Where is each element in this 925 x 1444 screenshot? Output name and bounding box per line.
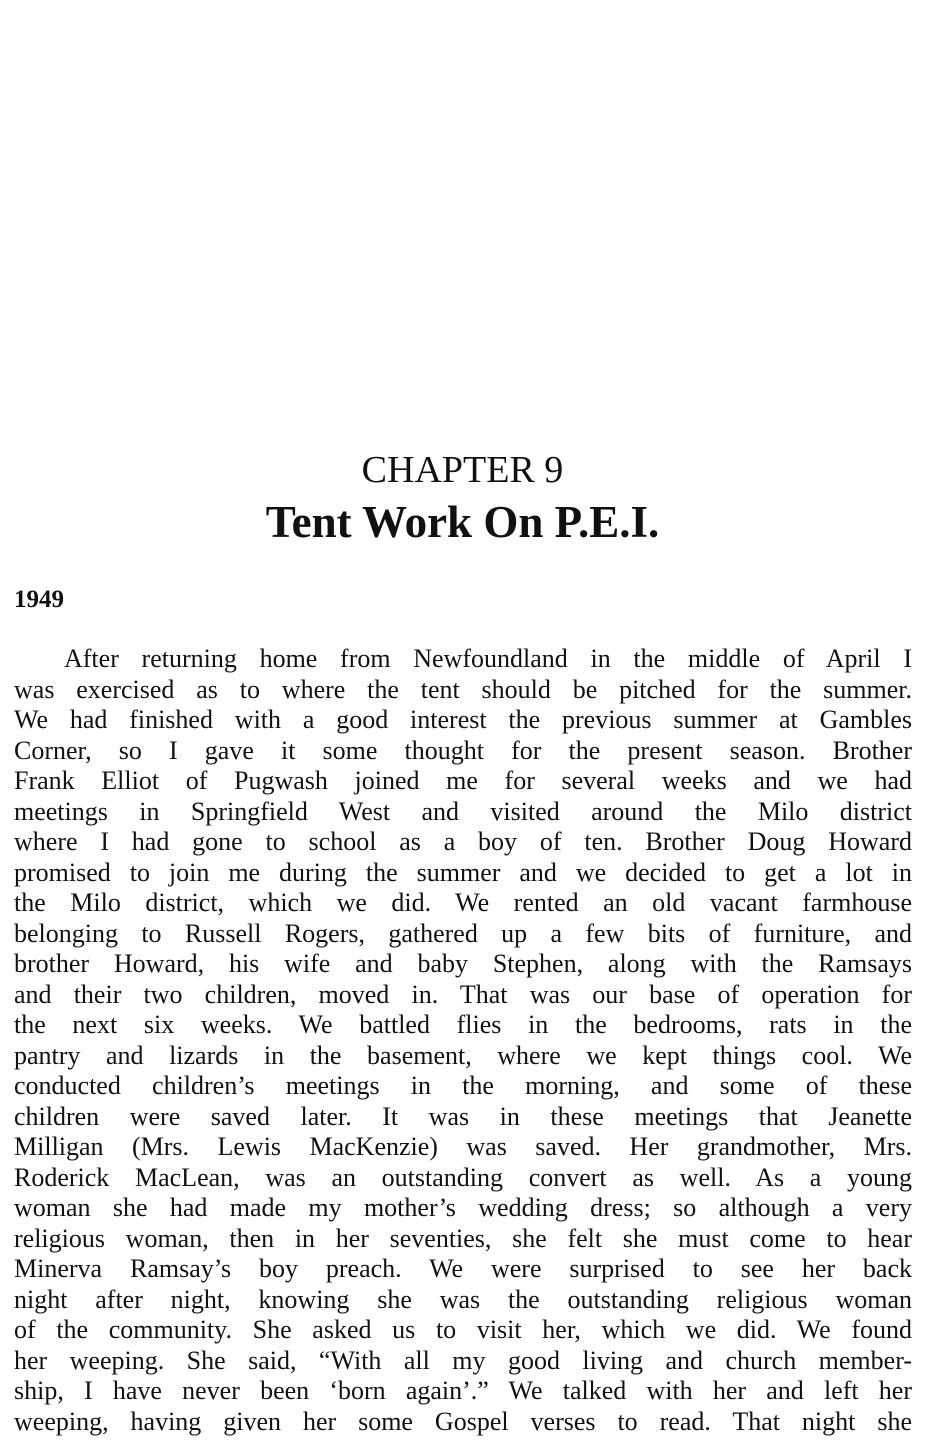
text-line: the next six weeks. We battled flies in the bedrooms, rats in the xyxy=(14,1010,912,1039)
text-line: Minerva Ramsay’s boy preach. We were surprised to see her back xyxy=(14,1254,912,1283)
text-line: Frank Elliot of Pugwash joined me for several weeks and we had xyxy=(14,766,912,795)
text-line: weeping, having given her some Gospel verses to read. That night she xyxy=(14,1406,912,1436)
text-line: promised to join me during the summer and we decided to get a lot in xyxy=(14,857,912,887)
text-line: ship, I have never been ‘born again’.” We talked with her and left her xyxy=(14,1376,912,1405)
text-line: conducted children’s meetings in the morning, and some of these xyxy=(14,1071,912,1100)
section-year: 1949 xyxy=(14,586,64,613)
text-line: After returning home from Newfoundland in the middle of April I xyxy=(64,644,912,673)
text-line: Milligan (Mrs. Lewis MacKenzie) was saved. Her grandmother, Mrs. xyxy=(14,1132,912,1161)
chapter-label: CHAPTER 9 xyxy=(361,449,564,491)
text-line: belonging to Russell Rogers, gathered up a few bits of furniture, and xyxy=(14,918,912,948)
text-line: woman she had made my mother’s wedding dress; so although a very xyxy=(14,1193,912,1222)
text-line: her weeping. She said, “With all my good living and church member- xyxy=(14,1345,912,1375)
text-line: religious woman, then in her seventies, she felt she must come to hear xyxy=(14,1223,912,1253)
text-line: meetings in Springfield West and visited around the Milo district xyxy=(14,796,912,826)
text-line: pantry and lizards in the basement, where we kept things cool. We xyxy=(14,1040,912,1070)
text-line: the Milo district, which we did. We rented an old vacant farmhouse xyxy=(14,888,912,917)
text-line: night after night, knowing she was the outstanding religious woman xyxy=(14,1284,912,1314)
text-line: brother Howard, his wife and baby Stephen, along with the Ramsays xyxy=(14,949,912,978)
body-text xyxy=(14,644,912,1437)
text-line: was exercised as to where the tent should be pitched for the summer. xyxy=(14,674,912,704)
text-line: We had finished with a good interest the previous summer at Gambles xyxy=(14,705,912,734)
text-line: and their two children, moved in. That was our base of operation for xyxy=(14,979,912,1009)
text-line: children were saved later. It was in these meetings that Jeanette xyxy=(14,1101,912,1131)
text-line: of the community. She asked us to visit her, which we did. We found xyxy=(14,1315,912,1344)
chapter-title: Tent Work On P.E.I. xyxy=(265,497,660,547)
text-line: Roderick MacLean, was an outstanding convert as well. As a young xyxy=(14,1162,912,1192)
text-line: where I had gone to school as a boy of ten. Brother Doug Howard xyxy=(14,827,912,856)
text-line: Corner, so I gave it some thought for the present season. Brother xyxy=(14,735,912,765)
